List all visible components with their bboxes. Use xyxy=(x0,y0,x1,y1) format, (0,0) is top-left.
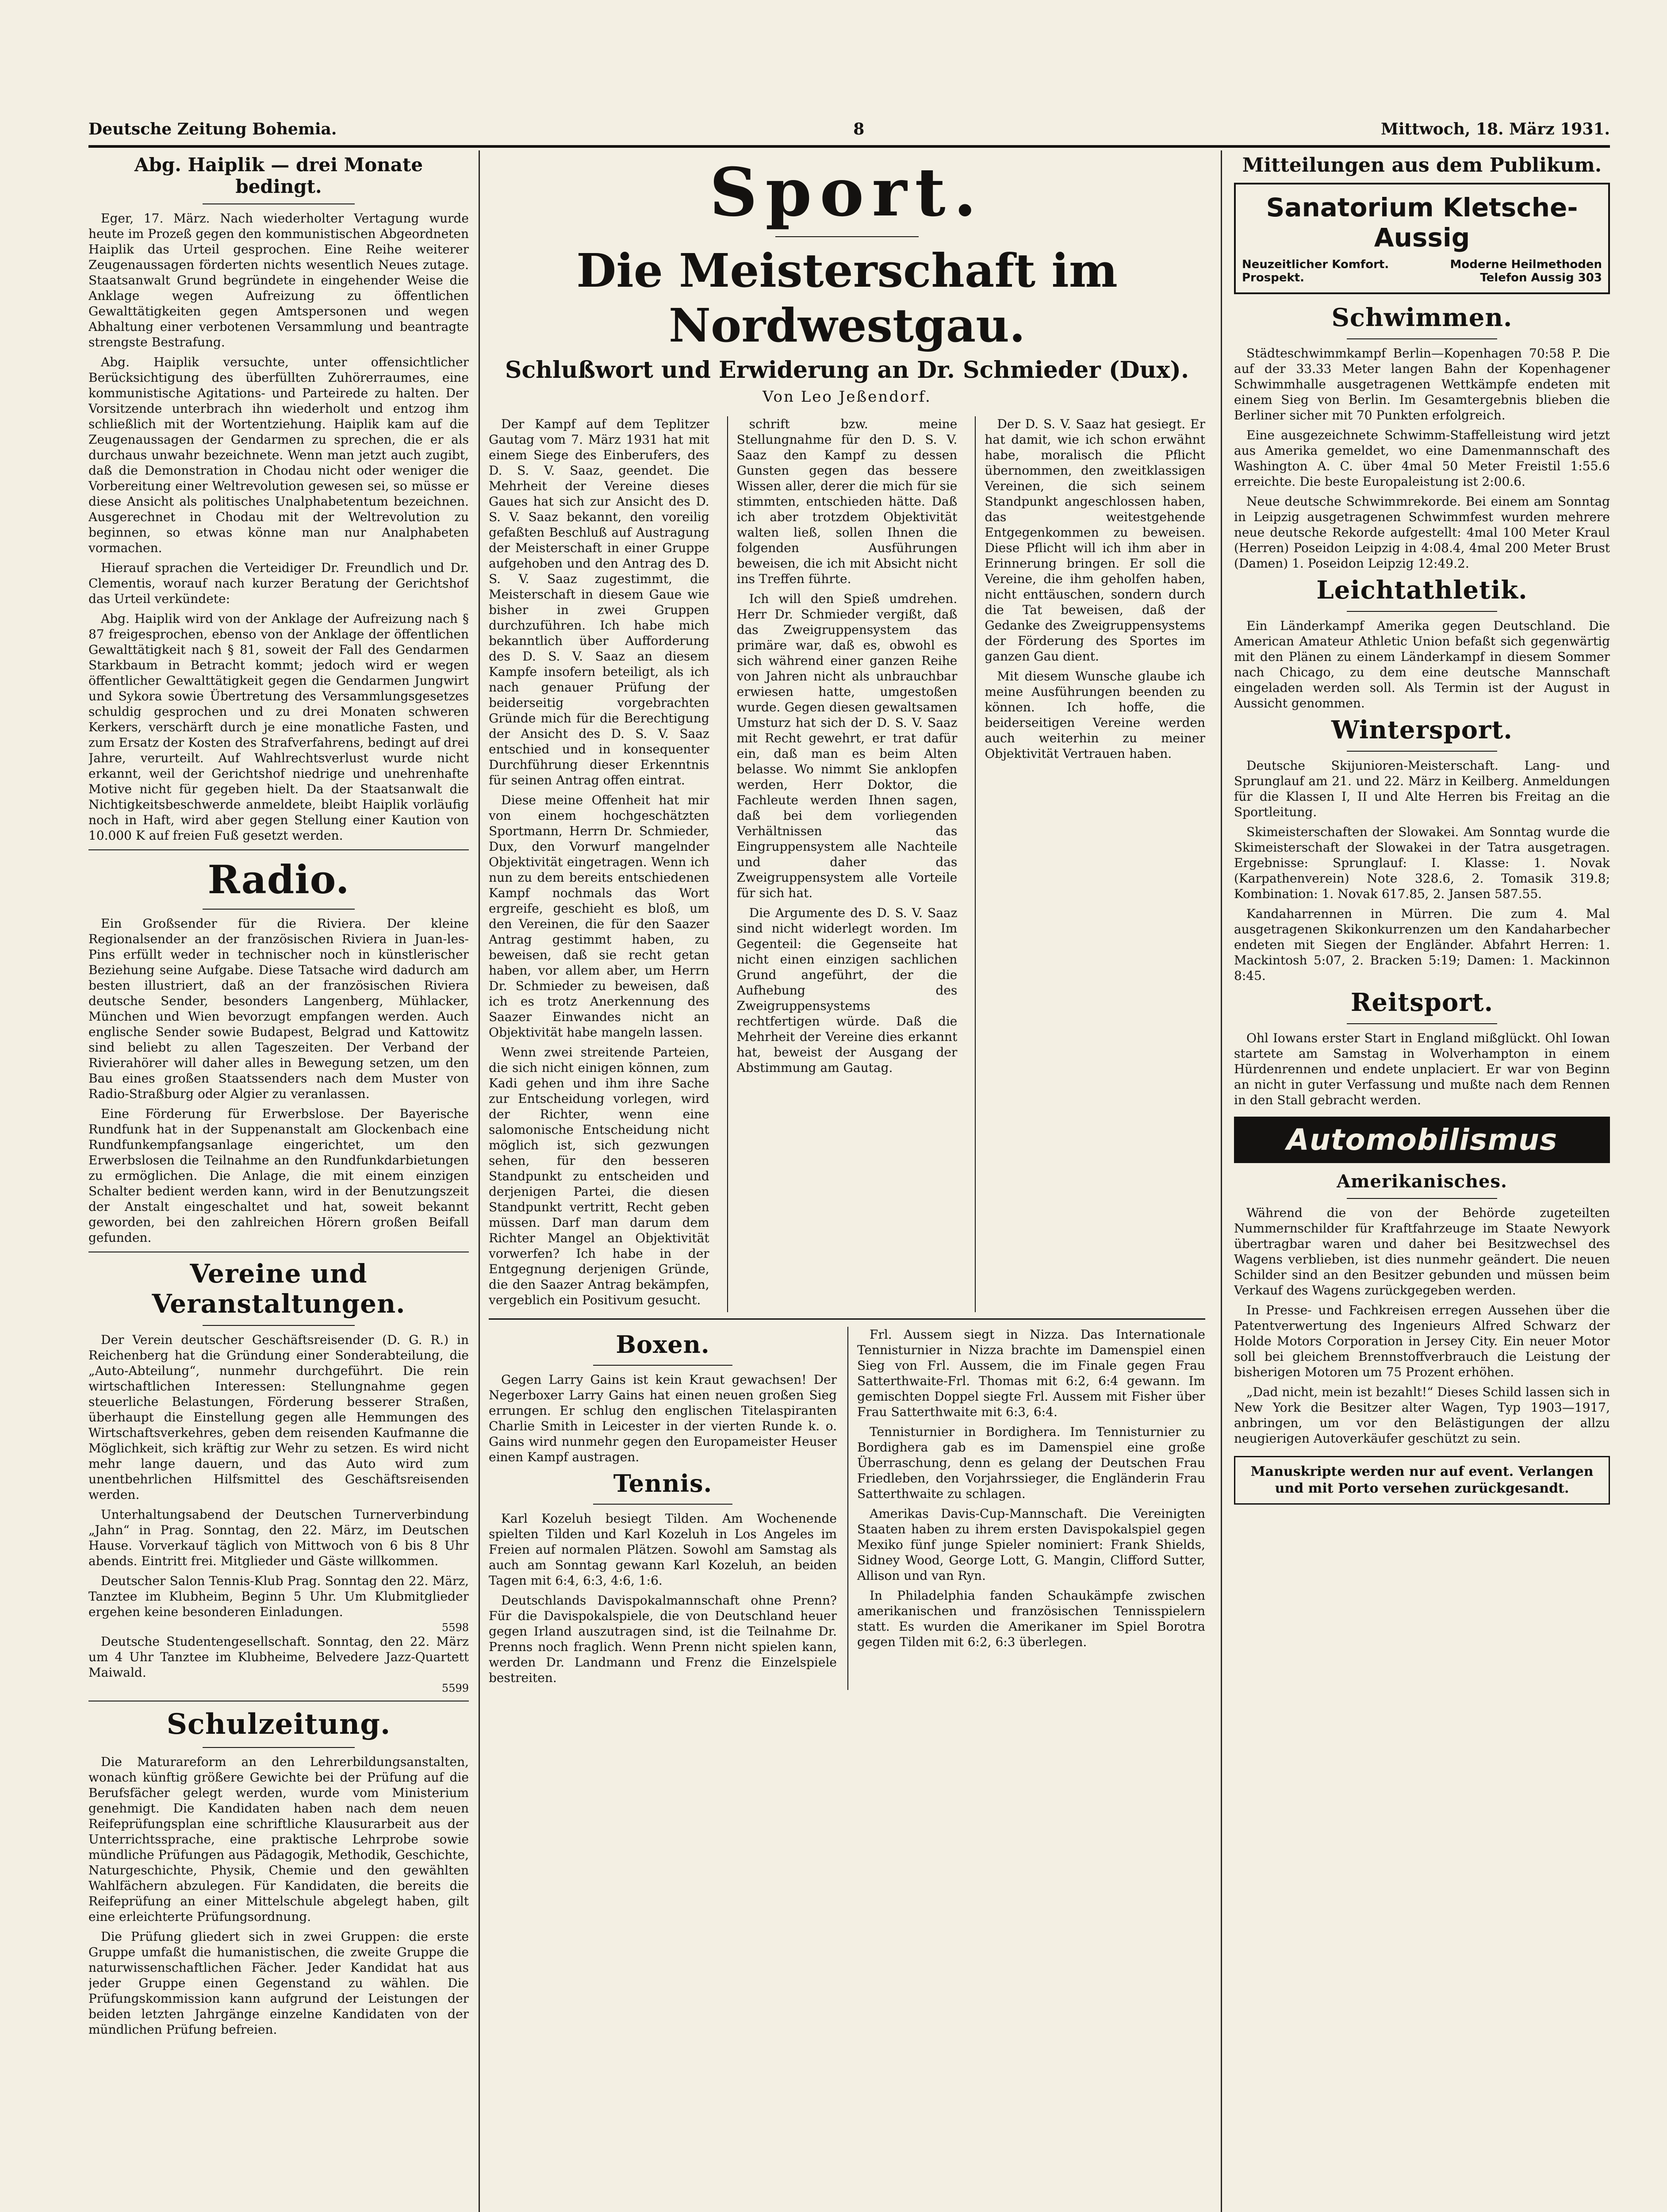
divider xyxy=(1347,1023,1497,1024)
tennis-paragraph: Deutschlands Davispokalmannschaft ohne Prenn? Für die Davispokalspiele, die von Deutschland heuer gegen Irland auszutragen sind, ist die Teilnahme Dr. Prenns noch fraglich. Wenn Prenn nicht spielen kann, werden Dr. Landmann und Frenz die Einzelspiele bestreiten. xyxy=(489,1593,837,1685)
amerikanisches-heading: Amerikanisches. xyxy=(1337,1171,1507,1192)
auto-paragraph: Während die von der Behörde zugeteilten Nummernschilder für Kraftfahrzeuge im Staate Newyork übertragbar waren und daher bei Besitzwechsel des Wagens verblieben, ist dies nunmehr geändert. Die neuen Schilder sind an den Besitzer gebunden und müssen beim Verkauf des Wagens zurückgegeben werden. xyxy=(1234,1206,1610,1298)
boxen-heading: Boxen. xyxy=(616,1330,710,1359)
article-paragraph: Mit diesem Wunsche glaube ich meine Ausführungen beenden zu können. Ich hoffe, die beiderseitigen Vereine werden auch weiterhin zu meiner Objektivität Vertrauen haben. xyxy=(985,669,1205,761)
divider xyxy=(775,236,919,237)
divider xyxy=(1347,751,1497,752)
sanatorium-advert xyxy=(1234,183,1610,294)
sport-column-c xyxy=(975,416,1205,1312)
masthead-left: Deutsche Zeitung Bohemia. xyxy=(88,120,337,138)
vereine-notice: Deutscher Salon Tennis-Klub Prag. Sonntag den 22. März, Tanztee im Klubheim, Beginn 5 Uhr. Um Klubmitglieder ergehen keine besonderen Einladungen. xyxy=(88,1574,469,1619)
radio-paragraph: Eine Förderung für Erwerbslose. Der Bayerische Rundfunk hat in der Suppenanstalt am Glockenbach eine Rundfunkempfangsanlage eingerichtet, um den Erwerbslosen die Teilnahme an den Rundfunkdarbietungen zu ermöglichen. Die Anlage, die mit einem einzigen Schalter bedient werden kann, wird in der Benutzungszeit der Anstalt eingeschaltet und hat, soweit bekannt geworden, bei den zahlreichen Hörern großen Beifall gefunden. xyxy=(88,1106,469,1245)
article-paragraph: Der D. S. V. Saaz hat gesiegt. Er hat damit, wie ich schon erwähnt habe, moralisch die Pflicht übernommen, den zweitklassigen Vereinen, die sich seinem Standpunkt angeschlossen haben, das weitestgehende Entgegenkommen zu beweisen. Diese Pflicht will ich ihm aber in Erinnerung bringen. Er soll die Vereine, die ihm geholfen haben, nicht enttäuschen, sondern durch die Tat beweisen, daß der Gedanke des Zweigruppensystems der Förderung des Sportes im ganzen Gau dient. xyxy=(985,417,1205,664)
divider xyxy=(88,849,469,850)
notice-number: 5598 xyxy=(441,1621,469,1634)
schwimmen-paragraph: Eine ausgezeichnete Schwimm-Staffelleistung wird jetzt aus Amerika gemeldet, wo eine Damenmannschaft des Washington A. C. über 4mal 50 Meter Freistil 1:55.6 erreichte. Die beste Europaleistung ist 2:00.6. xyxy=(1234,428,1610,489)
tennis-paragraph: Amerikas Davis-Cup-Mannschaft. Die Vereinigten Staaten haben zu ihrem ersten Davispokalspiel gegen Mexiko fünf junge Spieler nominiert: Frank Shields, Sidney Wood, George Lott, G. Mangin, Clifford Sutter, Allison und van Ryn. xyxy=(857,1506,1205,1583)
schule-paragraph: Die Maturareform an den Lehrerbildungsanstalten, wonach künftig größere Gewichte bei der Prüfung auf die Berufsfächer gelegt werden, wurde vom Ministerium genehmigt. Die Kandidaten haben nach dem neuen Reifeprüfungsplan eine schriftliche Klausurarbeit aus der Unterrichtssprache, eine praktische Lehrprobe sowie mündliche Prüfungen aus Pädagogik, Methodik, Geschichte, Naturgeschichte, Physik, Chemie und den gewählten Wahlfächern abzulegen. Für Kandidaten, die bereits die Reifeprüfung an einer Mittelschule abgelegt haben, gilt eine erleichterte Prüfungsordnung. xyxy=(88,1755,469,1924)
advert-title: Sanatorium Kletsche-Aussig xyxy=(1266,192,1578,253)
schule-paragraph: Die Prüfung gliedert sich in zwei Gruppen: die erste Gruppe umfaßt die humanistischen, die zweite Gruppe die naturwissenschaftlichen Fächer. Jeder Kandidat hat aus jeder Gruppe einen Gegenstand zu wählen. Die Prüfungskommission kann aufgrund der Leistungen der beiden letzten Jahrgänge einzelne Kandidaten von der mündlichen Prüfung befreien. xyxy=(88,1929,469,2037)
article-paragraph: Die Argumente des D. S. V. Saaz sind nicht widerlegt worden. Im Gegenteil: die Gegenseite hat nicht einen einzigen sachlichen Grund angeführt, der die Aufhebung des Zweigruppensystems rechtfertigen würde. Daß die Mehrheit der Vereine dies erkannt hat, beweist der Ausgang der Abstimmung am Gautag. xyxy=(736,906,958,1075)
page-number: 8 xyxy=(853,120,865,138)
haiplik-paragraph: Abg. Haiplik wird von der Anklage der Aufreizung nach § 87 freigesprochen, ebenso von der Anklage der öffentlichen Gewalttätigkeit nach § 81, soweit der Fall des Gendarmen Starkbaum in Betracht kommt; jedoch wird er wegen öffentlicher Gewalttätigkeit gegen die Gendarmen Jungwirt und Sykora sowie Übertretung des Versammlungsgesetzes schuldig gesprochen und zu drei Monaten schweren Kerkers, verschärft durch je eine monatliche Fasten, und zum Ersatz der Kosten des Strafverfahrens, bedingt auf drei Jahre, verurteilt. Auf Wahlrechtsverlust wurde nicht erkannt, weil der Gerichtshof niedrige und unehrenhafte Motive nicht für gegeben hielt. Da der Staatsanwalt die Nichtigkeitsbeschwerde anmeldete, bleibt Haiplik vorläufig noch in Haft, wird aber gegen Stellung einer Kaution von 10.000 K auf freien Fuß gesetzt werden. xyxy=(88,611,469,843)
auto-paragraph: In Presse- und Fachkreisen erregen Aussehen über die Patentverwertung des Ingenieurs Alfred Schwarz der Holde Motors Corporation in Jersey City. Ein neuer Motor soll bei gleichem Brennstoffverbrauch die Leistung der bisherigen Motoren um 75 Prozent erhöhen. xyxy=(1234,1303,1610,1379)
advert-line xyxy=(1242,258,1602,271)
column-rule-2 xyxy=(1221,150,1222,2212)
vereine-heading: Vereine und Veranstaltungen. xyxy=(152,1259,406,1319)
vereine-paragraph: Der Verein deutscher Geschäftsreisender (D. G. R.) in Reichenberg hat die Gründung einer Sonderabteilung, die „Auto-Abteilung“, nunmehr durchgeführt. Die rein wirtschaftlichen Interessen: Stellungnahme gegen steuerliche Belastungen, Förderung besserer Straßen, überhaupt die Einstellung gegen alle Hemmungen des Wirtschaftsverkehres, geben dem reisenden Kaufmanne die Möglichkeit, sich kräftig zur Wehr zu setzen. Es wird nicht mehr lange dauern, und das Auto wird zum unentbehrlichen Hilfsmittel des Geschäftsreisenden werden. xyxy=(88,1333,469,1502)
column-rule-1 xyxy=(479,150,480,2212)
auto-paragraph: „Dad nicht, mein ist bezahlt!“ Dieses Schild lassen sich in New York die Besitzer alter Wagen, Typ 1903—1917, anbringen, um vor den Belästigungen der allzu neugierigen Autoverkäufer geschützt zu sein. xyxy=(1234,1385,1610,1446)
sport-heading: Sport. xyxy=(709,154,985,231)
sport-article-columns xyxy=(489,416,1205,1312)
reitsport-heading: Reitsport. xyxy=(1350,988,1494,1017)
sport-lower-left xyxy=(489,1327,837,1690)
tennis-paragraph: Frl. Aussem siegt in Nizza. Das Internationale Tennisturnier in Nizza brachte im Damenspiel einen Sieg von Frl. Aussem, die im Finale gegen Frau Satterthwaite-Frl. Thomas mit 6:2, 6:4 gewann. Im gemischten Doppel siegte Frl. Aussem mit Fisher über Frau Satterthwaite mit 6:3, 6:4. xyxy=(857,1327,1205,1419)
haiplik-paragraph: Eger, 17. März. Nach wiederholter Vertagung wurde heute im Prozeß gegen den kommunistischen Abgeordneten Haiplik das Urteil gesprochen. Eine Reihe weiterer Zeugenaussagen förderten nichts wesentlich Neues zutage. Staatsanwalt Grund begründete in eingehender Weise die Anklage wegen Aufreizung zu öffentlichen Gewalttätigkeiten gegen Amtspersonen und wegen Abhaltung einer verbotenen Versammlung und beantragte strengste Bestrafung. xyxy=(88,211,469,349)
advert-text: Moderne Heilmethoden xyxy=(1450,258,1602,271)
divider xyxy=(489,1318,1205,1320)
wintersport-paragraph: Skimeisterschaften der Slowakei. Am Sonntag wurde die Skimeisterschaft der Slowakei in der Tatra ausgetragen. Ergebnisse: Sprunglauf: I. Klasse: 1. Novak (Karpathenverein) Note 328.6, 2. Tomasik 319.8; Kombination: 1. Novak 617.85, 2. Jansen 587.55. xyxy=(1234,825,1610,901)
article-paragraph: Diese meine Offenheit hat mir von einem hochgeschätzten Sportmann, Herrn Dr. Schmieder, Dux, den Vorwurf mangelnder Objektivität eingetragen. Wenn ich nun zu dem bereits entschiedenen Kampf nochmals das Wort ergreife, geschieht es bloß, um den Vereinen, die für den Saazer Antrag gestimmt haben, zu beweisen, daß sie recht getan haben, vor allem aber, um Herrn Dr. Schmieder zu beweisen, daß ich es trotz Anerkennung des Saazer Einwandes nicht an Objektivität habe mangeln lassen. xyxy=(489,793,709,1040)
automobilismus-banner: Automobilismus xyxy=(1234,1117,1610,1163)
boxen-paragraph: Gegen Larry Gains ist kein Kraut gewachsen! Der Negerboxer Larry Gains hat einen neuen großen Sieg errungen. Er schlug den englischen Titelaspiranten Charlie Smith in Leicester in der vierten Runde k. o. Gains wird nunmehr gegen den Europameister Heuser einen Kampf austragen. xyxy=(489,1372,837,1464)
article-paragraph: Wenn zwei streitende Parteien, die sich nicht einigen können, zum Kadi gehen und ihm ihre Sache zur Entscheidung vorlegen, wird der Richter, wenn eine salomonische Entscheidung nicht möglich ist, sich gezwungen sehen, für den besseren Standpunkt zu entscheiden und derjenigen Partei, die diesen Standpunkt vertritt, Recht geben müssen. Darf man darum dem Richter Mangel an Objektivität vorwerfen? Ich habe in der Entgegnung derjenigen Gründe, die den Saazer Antrag bekämpfen, vergeblich ein Positivum gesucht. xyxy=(489,1045,709,1307)
tennis-heading: Tennis. xyxy=(613,1469,713,1498)
divider xyxy=(593,1365,732,1366)
schwimmen-paragraph: Städteschwimmkampf Berlin—Kopenhagen 70:58 P. Die auf der 33.33 Meter langen Bahn der Kopenhagener Schwimmhalle ausgetragenen Wettkämpfe endeten mit einem Sieg von Berlin. Im Gesamtergebnis blieben die Berliner sicher mit 70 Punkten erfolgreich. xyxy=(1234,346,1610,422)
issue-date: Mittwoch, 18. März 1931. xyxy=(1381,120,1610,138)
reitsport-paragraph: Ohl Iowans erster Start in England mißglückt. Ohl Iowan startete am Samstag in Wolverhampton in einem Hürdenrennen und endete unplaciert. Er war von Beginn an nicht in guter Verfassung und mußte nach dem Rennen in den Stall gebracht werden. xyxy=(1234,1031,1610,1107)
wintersport-paragraph: Kandaharrennen in Mürren. Die zum 4. Mal ausgetragenen Skikonkurrenzen um den Kandaharbecher endeten mit Siegen der Engländer. Abfahrt Herren: 1. Mackintosh 5:07, 2. Bracken 5:19; Damen: 1. Mackinnon 8:45. xyxy=(1234,906,1610,983)
article-byline: Von Leo Jeßendorf. xyxy=(763,388,931,406)
wintersport-heading: Wintersport. xyxy=(1331,715,1513,745)
advert-text: Prospekt. xyxy=(1242,271,1305,284)
sport-column-b xyxy=(727,416,958,1312)
article-paragraph: schrift bzw. meine Stellungnahme für den D. S. V. Saaz den Kampf zu dessen Gunsten gegen das bessere Wissen aller, derer die mich für sie stimmten, entschieden hätte. Daß ich aber trotzdem Objektivität walten ließ, sollen Ihnen die folgenden Ausführungen beweisen, die ich mit Absicht nicht ins Treffen führte. xyxy=(736,417,958,586)
sport-column-a xyxy=(489,416,709,1312)
divider xyxy=(203,909,355,910)
divider xyxy=(1347,611,1497,612)
divider xyxy=(203,1747,355,1748)
leichtathletik-paragraph: Ein Länderkampf Amerika gegen Deutschland. Die American Amateur Athletic Union befaßt sich gegenwärtig mit den Plänen zu einem Länderkampf in diesem Sommer nach Chicago, zu dem eine deutsche Mannschaft eingeladen werden soll. Als Termin ist der August in Aussicht genommen. xyxy=(1234,618,1610,710)
haiplik-paragraph: Hierauf sprachen die Verteidiger Dr. Freundlich und Dr. Clementis, worauf nach kurzer Beratung der Gerichtshof das Urteil verkündete: xyxy=(88,561,469,606)
article-subheadline: Schlußwort und Erwiderung an Dr. Schmieder (Dux). xyxy=(505,357,1189,384)
tennis-paragraph: In Philadelphia fanden Schaukämpfe zwischen amerikanischen und französischen Tennisspielern statt. Es wurden die Amerikaner im Spiel Borotra gegen Tilden mit 6:2, 6:3 überlegen. xyxy=(857,1588,1205,1649)
advert-line xyxy=(1242,271,1602,284)
sport-section xyxy=(489,150,1205,2212)
article-paragraph: Der Kampf auf dem Teplitzer Gautag vom 7. März 1931 hat mit einem Siege des Einberufers, des D. S. V. Saaz, geendet. Die Mehrheit der Vereine dieses Gaues hat sich zur Ansicht des D. S. V. Saaz bekannt, den voreilig gefaßten Beschluß auf Austragung der Meisterschaft in einer Gruppe aufgehoben und den Antrag des D. S. V. Saaz zugestimmt, die Meisterschaft in diesem Gaue wie bisher in zwei Gruppen durchzuführen. Ich habe mich bekanntlich über Aufforderung des D. S. V. Saaz an diesem Kampfe insofern beteiligt, als ich nach genauer Prüfung der beiderseitig vorgebrachten Gründe mich für die Berechtigung der Ansicht des D. S. V. Saaz entschied und in konsequenter Durchführung dieser Erkenntnis für seinen Antrag offen eintrat. xyxy=(489,417,709,787)
schwimmen-heading: Schwimmen. xyxy=(1331,303,1513,332)
wintersport-paragraph: Deutsche Skijunioren-Meisterschaft. Lang- und Sprunglauf am 21. und 22. März in Keilberg. Anmeldungen für die Klassen I, II und Alte Herren bis Freitag an die Sportleitung. xyxy=(1234,758,1610,819)
article-headline: Die Meisterschaft im Nordwestgau. xyxy=(576,243,1118,353)
divider xyxy=(593,1504,732,1505)
mitteilungen-heading: Mitteilungen aus dem Publikum. xyxy=(1242,154,1602,177)
divider xyxy=(1347,338,1497,339)
leichtathletik-heading: Leichtathletik. xyxy=(1316,576,1528,605)
vereine-paragraph: Unterhaltungsabend der Deutschen Turnerverbindung „Jahn“ in Prag. Sonntag, den 22. März, im Deutschen Hause. Vorverkauf täglich von Mittwoch von 6 bis 8 Uhr abends. Eintritt frei. Mitglieder und Gäste willkommen. xyxy=(88,1507,469,1568)
vereine-notice: Deutsche Studentengesellschaft. Sonntag, den 22. März um 4 Uhr Tanztee im Klubheime, Belvedere Jazz-Quartett Maiwald. xyxy=(88,1634,469,1680)
advert-text: Neuzeitlicher Komfort. xyxy=(1242,258,1389,271)
article-paragraph: Ich will den Spieß umdrehen. Herr Dr. Schmieder vergißt, daß das Zweigruppensystem das primäre war, daß es, obwohl es sich während einer ganzen Reihe von Jahren nicht als unbrauchbar erwiesen hatte, umgestoßen wurde. Gegen diesen gewaltsamen Umsturz hat sich der D. S. V. Saaz mit Recht gewehrt, er trat dafür ein, daß man es beim Alten belasse. Wo nimmt Sie anklopfen werden, Herr Doktor, die Fachleute werden Ihnen sagen, daß bei dem vorliegenden Verhältnissen das Eingruppensystem alle Nachteile und daher das Zweigruppensystem alle Vorteile für sich hat. xyxy=(736,591,958,900)
header-rule xyxy=(88,145,1610,148)
radio-heading: Radio. xyxy=(207,856,350,902)
divider xyxy=(203,1325,355,1326)
page-header xyxy=(88,116,1610,142)
haiplik-headline: Abg. Haiplik — drei Monate bedingt. xyxy=(134,154,423,197)
schwimmen-paragraph: Neue deutsche Schwimmrekorde. Bei einem am Sonntag in Leipzig ausgetragenen Schwimmfest wurden mehrere neue deutsche Rekorde aufgestellt: 4mal 100 Meter Kraul (Herren) Poseidon Leipzig in 4:08.4, 4mal 200 Meter Brust (Damen) 1. Poseidon Leipzig 12:49.2. xyxy=(1234,494,1610,571)
left-column xyxy=(88,150,469,2212)
haiplik-paragraph: Abg. Haiplik versuchte, unter offensichtlicher Berücksichtigung des überfüllten Zuhörerraumes, eine kommunistische Agitations- und Parteirede zu halten. Der Vorsitzende unterbrach ihn wiederholt und entzog ihm schließlich mit der Wortentziehung. Haiplik kam auf die Zeugenaussagen der Gendarmen zu sprechen, die er als durchaus unwahr bezeichnete. Wenn man jetzt auch zugibt, daß die Demonstration in Chodau nicht oder weniger die Vorbereitung einer Weltrevolution gewesen sei, so müsse er diese Ansicht als politisches Unalphabetentum bezeichnen. Ausgerechnet in Chodau mit der Weltrevolution zu beginnen, so etwas könne man nur Analphabeten vormachen. xyxy=(88,355,469,555)
schulzeitung-heading: Schulzeitung. xyxy=(166,1708,391,1741)
right-column xyxy=(1234,150,1610,2212)
tennis-paragraph: Karl Kozeluh besiegt Tilden. Am Wochenende spielten Tilden und Karl Kozeluh in Los Angeles im Freien auf normalen Plätzen. Sowohl am Samstag als auch am Sonntag gewann Karl Kozeluh, an beiden Tagen mit 6:4, 6:3, 4:6, 1:6. xyxy=(489,1511,837,1588)
tennis-paragraph: Tennisturnier in Bordighera. Im Tennisturnier zu Bordighera gab es im Damenspiel eine große Überraschung, denn es gelang der Deutschen Frau Friedleben, den Vorjahrssieger, die Engländerin Frau Satterthwaite zu schlagen. xyxy=(857,1425,1205,1501)
notice-number: 5599 xyxy=(441,1682,469,1694)
sport-lower-right xyxy=(847,1327,1205,1690)
manuscript-notice: Manuskripte werden nur auf event. Verlangen und mit Porto versehen zurückgesandt. xyxy=(1234,1456,1610,1505)
radio-paragraph: Ein Großsender für die Riviera. Der kleine Regionalsender an der französischen Riviera in Juan-les-Pins erfüllt weder in technischer noch in künstlerischer Beziehung seine Aufgabe. Diese Tatsache wird dadurch am besten illustriert, daß an der französischen Riviera deutsche Sender, besonders Langenberg, Mühlacker, München und Wien bevorzugt empfangen werden. Auch englische Sender sowie Budapest, Belgrad und Kattowitz sind beliebt zu allen Tageszeiten. Der Verband der Rivierahörer will daher alles in Bewegung setzen, um den Bau eines großen Staatssenders nach dem Muster von Radio-Straßburg oder Algier zu veranlassen. xyxy=(88,916,469,1101)
divider xyxy=(1347,1198,1497,1199)
sport-lower-columns xyxy=(489,1327,1205,1690)
advert-text: Telefon Aussig 303 xyxy=(1480,271,1602,284)
